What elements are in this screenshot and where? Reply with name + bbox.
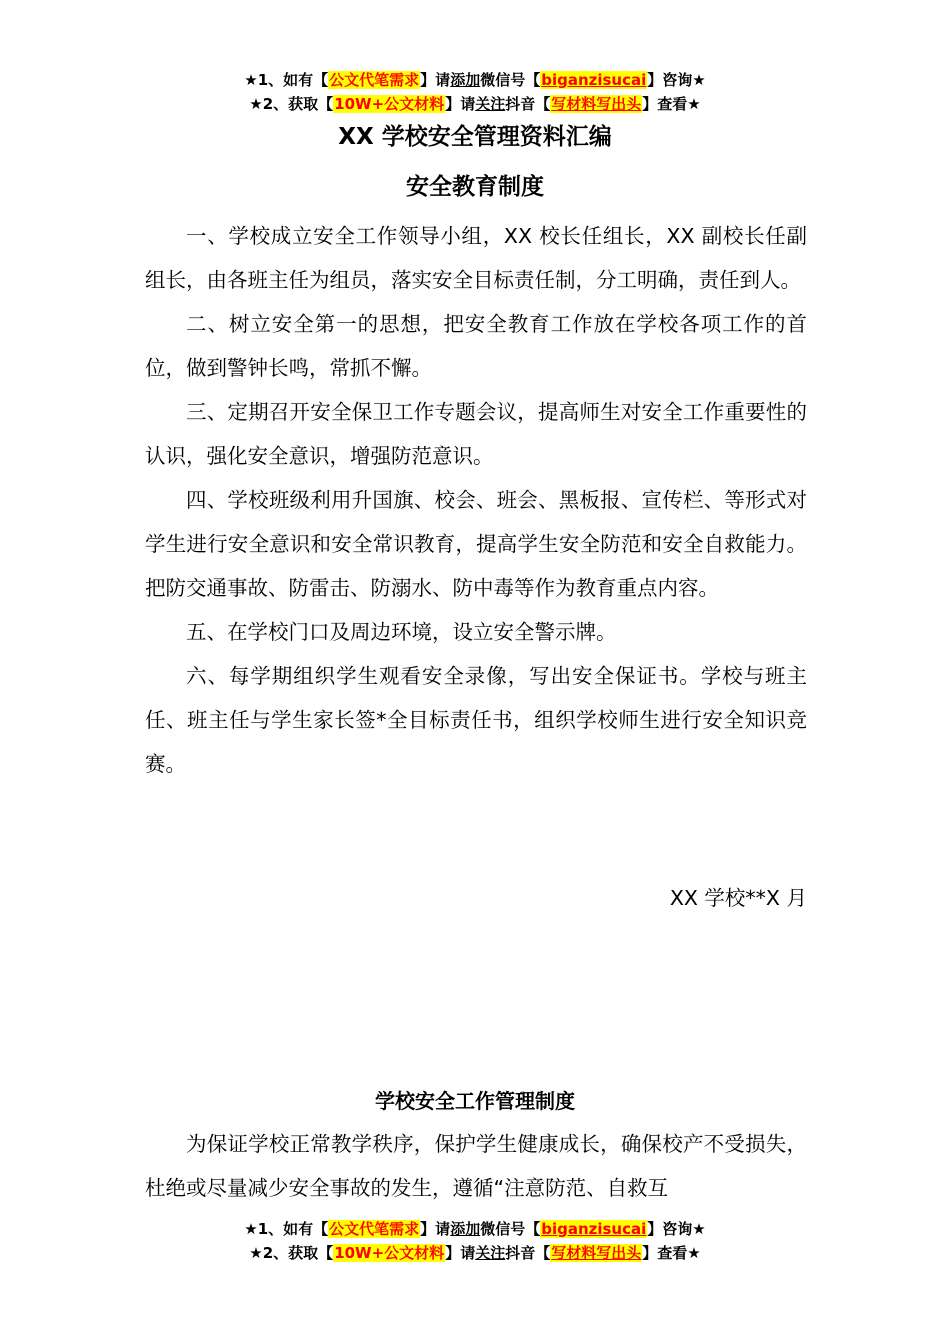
- promo-text: ★1、如有【: [244, 71, 329, 89]
- document-title: XX 学校安全管理资料汇编: [338, 124, 612, 150]
- promo-banner-top: [0, 68, 950, 116]
- promo-line-2: [0, 92, 950, 116]
- section-title-safety-education: 安全教育制度: [406, 174, 544, 200]
- promo-highlight-ghostwriting: 公文代笔需求: [329, 1220, 420, 1238]
- promo-underlined-follow: 关注: [475, 95, 506, 113]
- promo-text: 抖音【: [505, 95, 551, 113]
- promo-text: 】查看★: [642, 95, 701, 113]
- promo-underlined-add: 添加: [450, 1220, 481, 1238]
- promo-banner-bottom: [0, 1217, 950, 1265]
- promo-text: 】请: [420, 1220, 451, 1238]
- section-title-safety-management: 学校安全工作管理制度: [375, 1089, 575, 1113]
- promo-text: 】咨询★: [647, 1220, 706, 1238]
- promo-text: ★2、获取【: [249, 1244, 334, 1262]
- section-body-safety-education: [145, 214, 807, 786]
- paragraph: 六、每学期组织学生观看安全录像，写出安全保证书。学校与班主任、班主任与学生家长签*全目标责任书，组织学校师生进行安全知识竞赛。: [145, 664, 807, 776]
- promo-highlight-ghostwriting: 公文代笔需求: [329, 71, 420, 89]
- signature-date: XX 学校**X 月: [669, 886, 807, 910]
- promo-wechat-id: biganzisucai: [541, 71, 647, 89]
- paragraph: 三、定期召开安全保卫工作专题会议，提高师生对安全工作重要性的认识，强化安全意识，增强防范意识。: [145, 400, 807, 468]
- promo-text: 】查看★: [642, 1244, 701, 1262]
- promo-highlight-materials: 10W+公文材料: [334, 95, 445, 113]
- promo-line-2: [0, 1241, 950, 1265]
- promo-text: ★2、获取【: [249, 95, 334, 113]
- promo-douyin-account: 写材料写出头: [551, 1244, 642, 1262]
- paragraph: 为保证学校正常教学秩序，保护学生健康成长，确保校产不受损失，杜绝或尽量减少安全事故的发生，遵循“注意防范、自救互: [145, 1132, 807, 1200]
- promo-text: 微信号【: [480, 71, 541, 89]
- promo-text: ★1、如有【: [244, 1220, 329, 1238]
- paragraph: 五、在学校门口及周边环境，设立安全警示牌。: [186, 620, 617, 644]
- promo-highlight-materials: 10W+公文材料: [334, 1244, 445, 1262]
- promo-text: 微信号【: [480, 1220, 541, 1238]
- promo-text: 抖音【: [505, 1244, 551, 1262]
- promo-text: 】请: [445, 1244, 476, 1262]
- promo-text: 】请: [420, 71, 451, 89]
- promo-wechat-id: biganzisucai: [541, 1220, 647, 1238]
- promo-underlined-add: 添加: [450, 71, 481, 89]
- promo-line-1: [0, 1217, 950, 1241]
- promo-text: 】咨询★: [647, 71, 706, 89]
- section-body-safety-management: [145, 1122, 807, 1210]
- promo-text: 】请: [445, 95, 476, 113]
- promo-underlined-follow: 关注: [475, 1244, 506, 1262]
- promo-douyin-account: 写材料写出头: [551, 95, 642, 113]
- paragraph: 四、学校班级利用升国旗、校会、班会、黑板报、宣传栏、等形式对学生进行安全意识和安全常识教育，提高学生安全防范和安全自救能力。把防交通事故、防雷击、防溺水、防中毒等作为教育重点内容。: [145, 488, 807, 600]
- paragraph: 一、学校成立安全工作领导小组，XX 校长任组长，XX 副校长任副组长，由各班主任为组员，落实安全目标责任制，分工明确，责任到人。: [145, 224, 807, 292]
- paragraph: 二、树立安全第一的思想，把安全教育工作放在学校各项工作的首位，做到警钟长鸣，常抓不懈。: [145, 312, 807, 380]
- promo-line-1: [0, 68, 950, 92]
